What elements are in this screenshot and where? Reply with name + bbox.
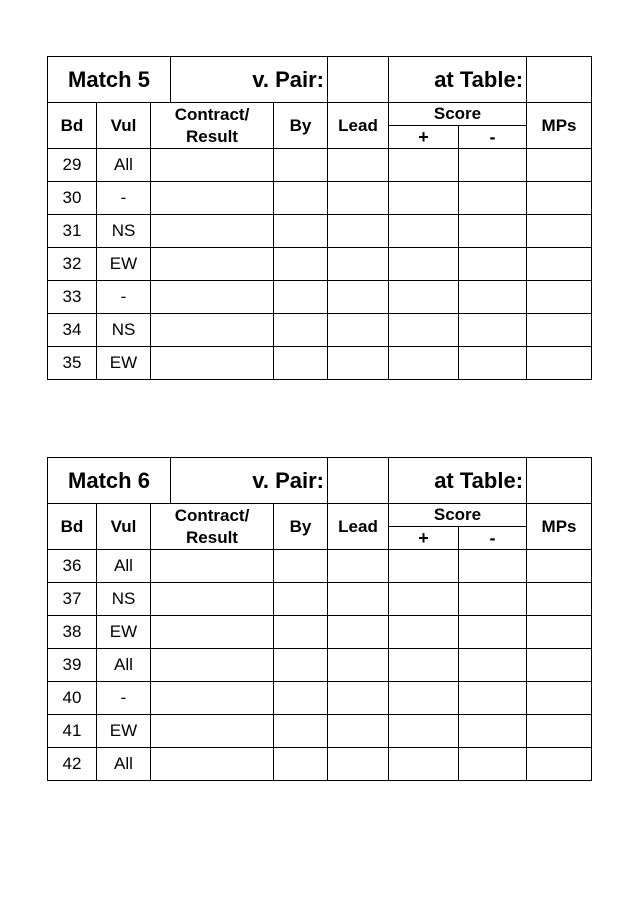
contract-cell[interactable] bbox=[151, 616, 274, 649]
pair-label: v. Pair: bbox=[171, 57, 328, 103]
by-cell[interactable] bbox=[274, 281, 328, 314]
score-minus-cell[interactable] bbox=[459, 314, 527, 347]
score-plus-cell[interactable] bbox=[389, 215, 459, 248]
score-plus-cell[interactable] bbox=[389, 649, 459, 682]
col-header-lead: Lead bbox=[328, 504, 389, 550]
result-label: Result bbox=[186, 126, 238, 146]
col-header-contract bbox=[151, 103, 274, 149]
board-row bbox=[48, 583, 592, 616]
score-minus-cell[interactable] bbox=[459, 748, 527, 781]
board-number: 29 bbox=[48, 149, 97, 182]
board-vulnerability: EW bbox=[97, 248, 151, 281]
score-plus-cell[interactable] bbox=[389, 314, 459, 347]
col-header-plus: + bbox=[389, 126, 459, 149]
board-number: 34 bbox=[48, 314, 97, 347]
mps-cell[interactable] bbox=[527, 314, 592, 347]
board-number: 37 bbox=[48, 583, 97, 616]
lead-cell[interactable] bbox=[328, 550, 389, 583]
score-plus-cell[interactable] bbox=[389, 682, 459, 715]
by-cell[interactable] bbox=[274, 550, 328, 583]
mps-cell[interactable] bbox=[527, 248, 592, 281]
col-header-plus: + bbox=[389, 527, 459, 550]
mps-cell[interactable] bbox=[527, 748, 592, 781]
score-minus-cell[interactable] bbox=[459, 281, 527, 314]
board-number: 41 bbox=[48, 715, 97, 748]
col-header-score: Score bbox=[389, 103, 527, 126]
mps-cell[interactable] bbox=[527, 347, 592, 380]
by-cell[interactable] bbox=[274, 682, 328, 715]
table-label: at Table: bbox=[389, 458, 527, 504]
lead-cell[interactable] bbox=[328, 748, 389, 781]
by-cell[interactable] bbox=[274, 248, 328, 281]
board-vulnerability: All bbox=[97, 649, 151, 682]
score-plus-cell[interactable] bbox=[389, 550, 459, 583]
score-minus-cell[interactable] bbox=[459, 616, 527, 649]
board-row bbox=[48, 347, 592, 380]
col-header-by: By bbox=[274, 103, 328, 149]
contract-cell[interactable] bbox=[151, 314, 274, 347]
lead-cell[interactable] bbox=[328, 616, 389, 649]
contract-cell[interactable] bbox=[151, 649, 274, 682]
col-header-vul: Vul bbox=[97, 103, 151, 149]
board-number: 35 bbox=[48, 347, 97, 380]
contract-cell[interactable] bbox=[151, 182, 274, 215]
contract-cell[interactable] bbox=[151, 347, 274, 380]
match-title: Match 5 bbox=[48, 57, 171, 103]
pair-label: v. Pair: bbox=[171, 458, 328, 504]
score-minus-cell[interactable] bbox=[459, 347, 527, 380]
match-title: Match 6 bbox=[48, 458, 171, 504]
score-minus-cell[interactable] bbox=[459, 149, 527, 182]
board-vulnerability: All bbox=[97, 748, 151, 781]
contract-cell[interactable] bbox=[151, 583, 274, 616]
board-number: 40 bbox=[48, 682, 97, 715]
col-header-by: By bbox=[274, 504, 328, 550]
board-row bbox=[48, 649, 592, 682]
mps-cell[interactable] bbox=[527, 649, 592, 682]
score-plus-cell[interactable] bbox=[389, 347, 459, 380]
result-label: Result bbox=[186, 527, 238, 547]
board-row bbox=[48, 314, 592, 347]
col-header-minus: - bbox=[459, 527, 527, 550]
lead-cell[interactable] bbox=[328, 583, 389, 616]
board-row bbox=[48, 248, 592, 281]
score-minus-cell[interactable] bbox=[459, 715, 527, 748]
score-card-match-5 bbox=[47, 56, 592, 380]
lead-cell[interactable] bbox=[328, 649, 389, 682]
lead-cell[interactable] bbox=[328, 281, 389, 314]
board-row bbox=[48, 281, 592, 314]
col-header-mps: MPs bbox=[527, 103, 592, 149]
col-header-minus: - bbox=[459, 126, 527, 149]
board-vulnerability: NS bbox=[97, 583, 151, 616]
score-minus-cell[interactable] bbox=[459, 550, 527, 583]
score-minus-cell[interactable] bbox=[459, 649, 527, 682]
contract-label: Contract/ bbox=[174, 505, 250, 525]
lead-cell[interactable] bbox=[328, 314, 389, 347]
col-header-score: Score bbox=[389, 504, 527, 527]
lead-cell[interactable] bbox=[328, 248, 389, 281]
col-header-lead: Lead bbox=[328, 103, 389, 149]
table-entry-cell[interactable] bbox=[527, 57, 592, 103]
by-cell[interactable] bbox=[274, 149, 328, 182]
col-header-mps: MPs bbox=[527, 504, 592, 550]
score-plus-cell[interactable] bbox=[389, 248, 459, 281]
board-number: 31 bbox=[48, 215, 97, 248]
board-row bbox=[48, 616, 592, 649]
pair-entry-cell[interactable] bbox=[328, 458, 389, 504]
by-cell[interactable] bbox=[274, 182, 328, 215]
board-vulnerability: NS bbox=[97, 215, 151, 248]
board-row bbox=[48, 149, 592, 182]
score-minus-cell[interactable] bbox=[459, 682, 527, 715]
lead-cell[interactable] bbox=[328, 347, 389, 380]
board-row bbox=[48, 748, 592, 781]
score-plus-cell[interactable] bbox=[389, 715, 459, 748]
board-row bbox=[48, 550, 592, 583]
score-plus-cell[interactable] bbox=[389, 616, 459, 649]
col-header-vul: Vul bbox=[97, 504, 151, 550]
contract-cell[interactable] bbox=[151, 715, 274, 748]
mps-cell[interactable] bbox=[527, 715, 592, 748]
board-number: 39 bbox=[48, 649, 97, 682]
score-minus-cell[interactable] bbox=[459, 583, 527, 616]
board-number: 36 bbox=[48, 550, 97, 583]
score-card-match-6 bbox=[47, 457, 592, 781]
board-vulnerability: - bbox=[97, 182, 151, 215]
by-cell[interactable] bbox=[274, 314, 328, 347]
board-vulnerability: EW bbox=[97, 347, 151, 380]
col-header-bd: Bd bbox=[48, 504, 97, 550]
board-row bbox=[48, 682, 592, 715]
board-vulnerability: All bbox=[97, 149, 151, 182]
score-minus-cell[interactable] bbox=[459, 182, 527, 215]
lead-cell[interactable] bbox=[328, 215, 389, 248]
mps-cell[interactable] bbox=[527, 583, 592, 616]
table-entry-cell[interactable] bbox=[527, 458, 592, 504]
score-minus-cell[interactable] bbox=[459, 248, 527, 281]
mps-cell[interactable] bbox=[527, 215, 592, 248]
board-vulnerability: NS bbox=[97, 314, 151, 347]
contract-cell[interactable] bbox=[151, 748, 274, 781]
score-plus-cell[interactable] bbox=[389, 149, 459, 182]
contract-label: Contract/ bbox=[174, 104, 250, 124]
by-cell[interactable] bbox=[274, 616, 328, 649]
contract-cell[interactable] bbox=[151, 248, 274, 281]
mps-cell[interactable] bbox=[527, 550, 592, 583]
board-row bbox=[48, 715, 592, 748]
board-number: 30 bbox=[48, 182, 97, 215]
contract-cell[interactable] bbox=[151, 550, 274, 583]
board-row bbox=[48, 182, 592, 215]
board-vulnerability: EW bbox=[97, 715, 151, 748]
score-plus-cell[interactable] bbox=[389, 182, 459, 215]
lead-cell[interactable] bbox=[328, 682, 389, 715]
board-number: 38 bbox=[48, 616, 97, 649]
by-cell[interactable] bbox=[274, 748, 328, 781]
lead-cell[interactable] bbox=[328, 715, 389, 748]
by-cell[interactable] bbox=[274, 715, 328, 748]
contract-cell[interactable] bbox=[151, 149, 274, 182]
board-vulnerability: All bbox=[97, 550, 151, 583]
board-number: 33 bbox=[48, 281, 97, 314]
score-plus-cell[interactable] bbox=[389, 281, 459, 314]
by-cell[interactable] bbox=[274, 649, 328, 682]
mps-cell[interactable] bbox=[527, 682, 592, 715]
score-plus-cell[interactable] bbox=[389, 583, 459, 616]
by-cell[interactable] bbox=[274, 215, 328, 248]
contract-cell[interactable] bbox=[151, 215, 274, 248]
pair-entry-cell[interactable] bbox=[328, 57, 389, 103]
col-header-bd: Bd bbox=[48, 103, 97, 149]
score-minus-cell[interactable] bbox=[459, 215, 527, 248]
col-header-contract bbox=[151, 504, 274, 550]
board-vulnerability: - bbox=[97, 682, 151, 715]
board-vulnerability: - bbox=[97, 281, 151, 314]
board-number: 32 bbox=[48, 248, 97, 281]
by-cell[interactable] bbox=[274, 347, 328, 380]
score-plus-cell[interactable] bbox=[389, 748, 459, 781]
table-label: at Table: bbox=[389, 57, 527, 103]
mps-cell[interactable] bbox=[527, 616, 592, 649]
by-cell[interactable] bbox=[274, 583, 328, 616]
contract-cell[interactable] bbox=[151, 281, 274, 314]
contract-cell[interactable] bbox=[151, 682, 274, 715]
lead-cell[interactable] bbox=[328, 149, 389, 182]
mps-cell[interactable] bbox=[527, 149, 592, 182]
mps-cell[interactable] bbox=[527, 281, 592, 314]
lead-cell[interactable] bbox=[328, 182, 389, 215]
board-row bbox=[48, 215, 592, 248]
mps-cell[interactable] bbox=[527, 182, 592, 215]
board-number: 42 bbox=[48, 748, 97, 781]
board-vulnerability: EW bbox=[97, 616, 151, 649]
